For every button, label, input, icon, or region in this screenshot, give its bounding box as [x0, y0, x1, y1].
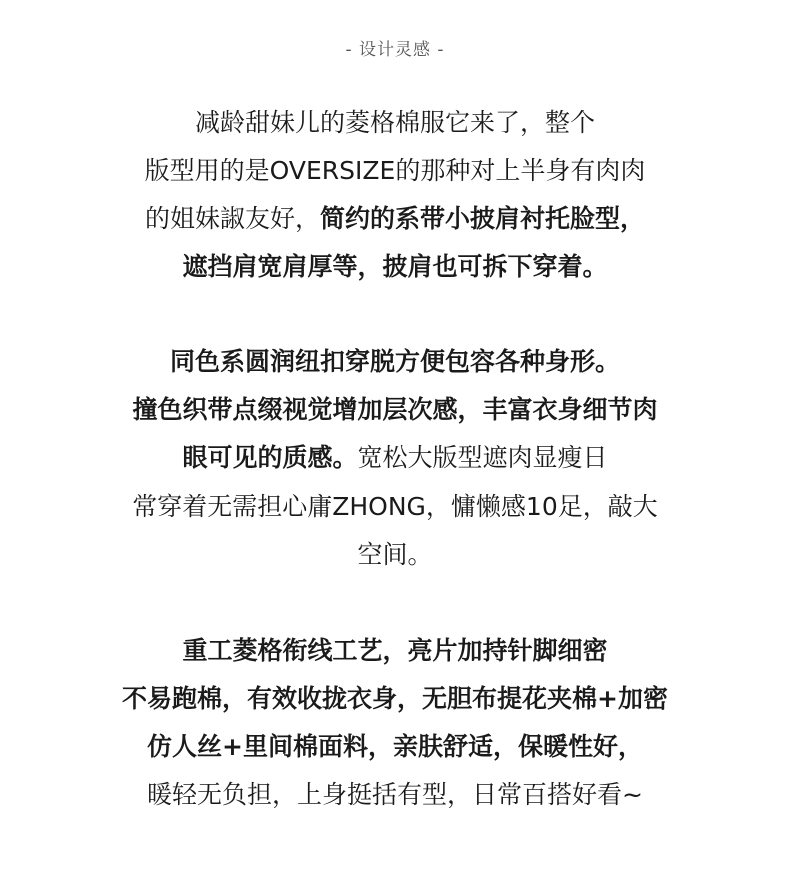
text-segment: 空间。 — [357, 540, 433, 569]
text-segment: 眼可见的质感。 — [182, 443, 358, 472]
text-line — [0, 250, 790, 284]
text-line — [0, 730, 790, 764]
text-segment: 上身挺括有型，日常百搭好看~ — [297, 780, 643, 809]
text-segment: 重工菱格衔线工艺，亮片加持针脚细密 — [182, 636, 608, 665]
text-segment: 暖轻无负担， — [147, 780, 298, 809]
text-segment: 简约的系带小披肩衬托脸型， — [320, 204, 646, 233]
text-segment: 撞色织带点缀视觉增加层次感，丰富衣身细节肉 — [132, 395, 658, 424]
text-segment: 宽松大版型遮肉显瘦日 — [357, 443, 608, 472]
text-segment: 版型用的是OVERSIZE的那种对上半身有肉肉 — [144, 156, 646, 185]
text-line — [0, 393, 790, 427]
text-segment: 减龄甜妹儿的菱格棉服它来了，整个 — [194, 108, 595, 137]
text-segment: 常穿着无需担心庸ZHONG，慵懒感10足，敲大 — [132, 492, 658, 521]
text-line — [0, 634, 790, 668]
text-segment: 遮挡肩宽肩厚等，披肩也可拆下穿着。 — [182, 252, 608, 281]
text-line — [0, 202, 790, 236]
text-line — [0, 154, 790, 188]
text-line — [0, 441, 790, 475]
text-line — [0, 682, 790, 716]
text-segment: 的姐妹諔友好， — [144, 204, 320, 233]
text-segment: 仿人丝+里间棉面料，亲肤舒适，保暖性好， — [147, 732, 643, 761]
text-line — [0, 778, 790, 812]
section-heading: - 设计灵感 - — [345, 40, 445, 60]
text-line — [0, 490, 790, 524]
text-segment: 同色系圆润纽扣穿脱方便包容各种身形。 — [169, 347, 620, 376]
text-line — [0, 106, 790, 140]
text-line — [0, 538, 790, 572]
text-line — [0, 345, 790, 379]
text-segment: 不易跑棉，有效收拢衣身，无胆布提花夹棉+加密 — [122, 684, 668, 713]
